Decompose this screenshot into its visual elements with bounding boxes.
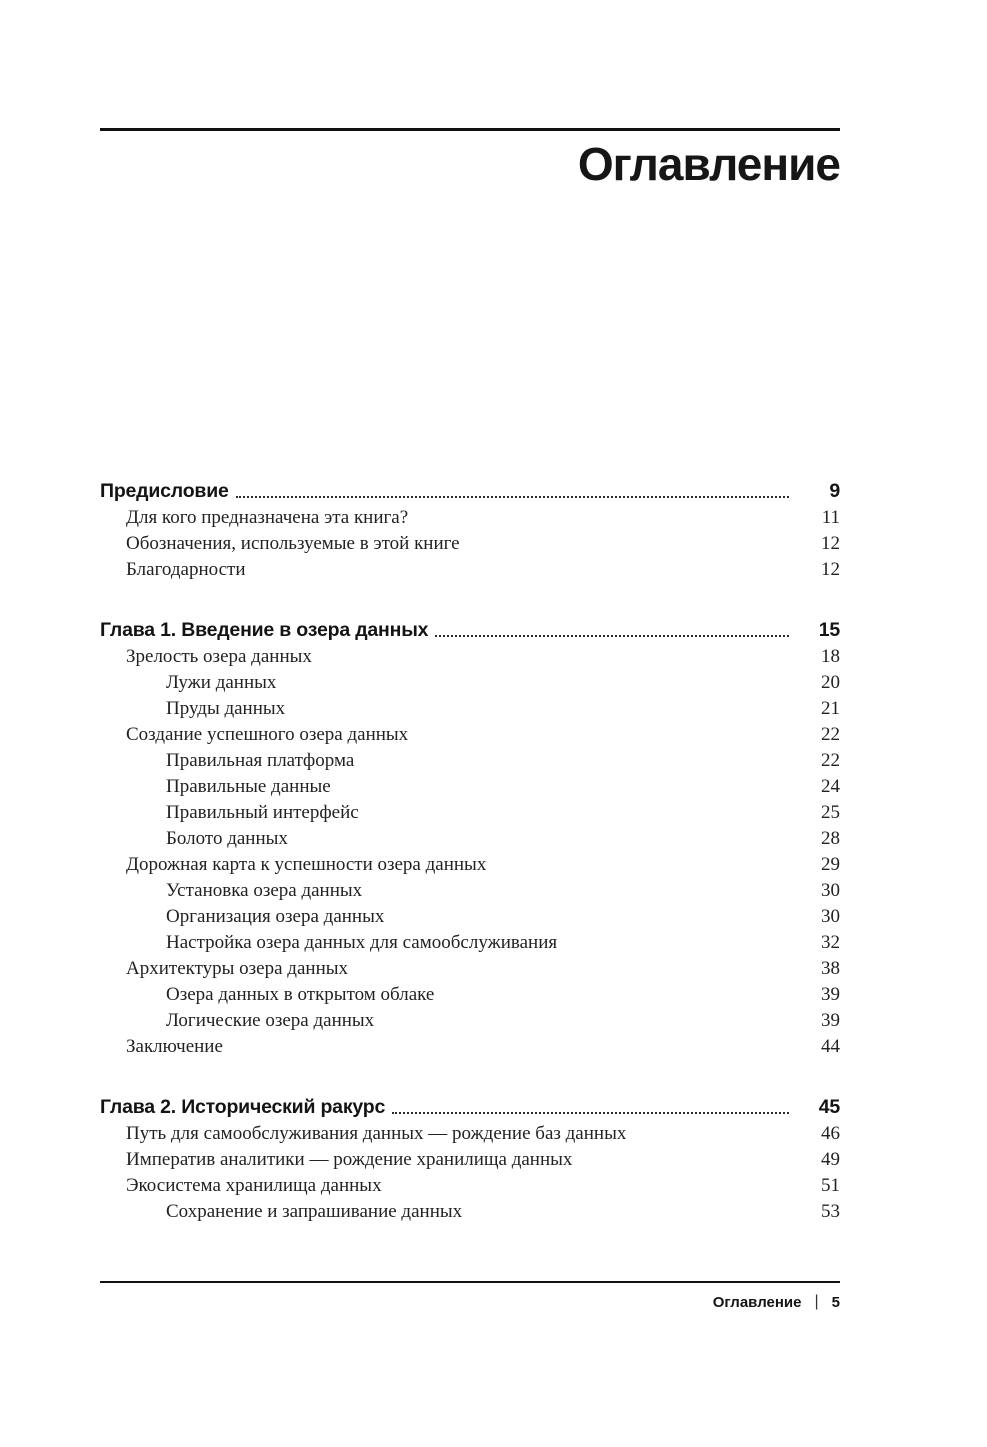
toc-entry-label: Создание успешного озера данных <box>126 724 409 745</box>
footer-rule <box>100 1281 840 1283</box>
toc-entry-label: Благодарности <box>126 559 246 580</box>
toc-page-number: 32 <box>821 932 840 953</box>
toc-page-number: 12 <box>821 559 840 580</box>
toc-page-number: 21 <box>821 698 840 719</box>
toc-entry-label: Настройка озера данных для самообслуживания <box>166 932 558 953</box>
toc-entry-row <box>100 1199 840 1225</box>
toc-dot-leader <box>236 496 789 498</box>
toc-entry-label: Логические озера данных <box>166 1010 375 1031</box>
toc-entry-row <box>100 826 840 852</box>
toc-dot-leader <box>435 635 789 637</box>
toc-page-number: 22 <box>821 750 840 771</box>
toc-entry-label: Болото данных <box>166 828 288 849</box>
toc-page-number: 44 <box>821 1036 840 1057</box>
toc-entry-label: Организация озера данных <box>166 906 385 927</box>
toc-entry-row <box>100 644 840 670</box>
toc-entry-label: Глава 2. Исторический ракурс <box>100 1096 386 1118</box>
toc-page-number: 51 <box>821 1175 840 1196</box>
toc-page-number: 18 <box>821 646 840 667</box>
toc-entry-label: Правильная платформа <box>166 750 355 771</box>
toc-page-number: 12 <box>821 533 840 554</box>
toc-page-number: 30 <box>821 906 840 927</box>
toc-page-number: 45 <box>818 1096 840 1118</box>
toc-chapter-row <box>100 477 840 505</box>
toc-entry-row <box>100 1147 840 1173</box>
toc-page-number: 22 <box>821 724 840 745</box>
toc-entry-row <box>100 696 840 722</box>
toc-page-number: 15 <box>818 619 840 641</box>
toc-page-number: 39 <box>821 1010 840 1031</box>
toc-entry-row <box>100 1008 840 1034</box>
toc-entry-label: Лужи данных <box>166 672 277 693</box>
toc-entry-row <box>100 956 840 982</box>
toc-page-number: 24 <box>821 776 840 797</box>
toc-entry-row <box>100 774 840 800</box>
toc-page-number: 11 <box>821 507 840 528</box>
toc-entry-label: Правильный интерфейс <box>166 802 359 823</box>
toc-entry-row <box>100 852 840 878</box>
toc-page-number: 29 <box>821 854 840 875</box>
toc-entry-label: Сохранение и запрашивание данных <box>166 1201 463 1222</box>
toc-page-number: 30 <box>821 880 840 901</box>
toc-page-number: 9 <box>829 480 840 502</box>
toc-entry-label: Озера данных в открытом облаке <box>166 984 435 1005</box>
toc-dot-leader <box>392 1112 789 1114</box>
toc-entry-label: Пруды данных <box>166 698 286 719</box>
toc-page-number: 39 <box>821 984 840 1005</box>
footer-page-number: 5 <box>831 1293 840 1311</box>
toc-entry-row <box>100 722 840 748</box>
toc-list <box>100 477 840 1225</box>
toc-entry-row <box>100 531 840 557</box>
toc-entry-row <box>100 904 840 930</box>
toc-entry-label: Заключение <box>126 1036 223 1057</box>
footer-separator: | <box>814 1293 819 1310</box>
toc-entry-row <box>100 670 840 696</box>
toc-entry-label: Путь для самообслуживания данных — рождение баз данных <box>126 1123 627 1144</box>
toc-entry-label: Архитектуры озера данных <box>126 958 348 979</box>
footer-section-label: Оглавление <box>712 1293 802 1311</box>
toc-page-number: 25 <box>821 802 840 823</box>
toc-entry-label: Предисловие <box>100 480 229 502</box>
toc-entry-row <box>100 557 840 583</box>
toc-chapter-row <box>100 1093 840 1121</box>
page-footer <box>713 1293 840 1311</box>
toc-page-number: 20 <box>821 672 840 693</box>
toc-entry-row <box>100 748 840 774</box>
toc-entry-row <box>100 930 840 956</box>
toc-entry-row <box>100 1034 840 1060</box>
toc-entry-row <box>100 800 840 826</box>
toc-entry-label: Установка озера данных <box>166 880 363 901</box>
toc-entry-label: Правильные данные <box>166 776 331 797</box>
toc-entry-label: Для кого предназначена эта книга? <box>126 507 409 528</box>
toc-page-number: 46 <box>821 1123 840 1144</box>
page-title: Оглавление <box>577 138 840 190</box>
toc-entry-row <box>100 982 840 1008</box>
toc-chapter-row <box>100 616 840 644</box>
toc-entry-row <box>100 1121 840 1147</box>
top-rule <box>100 128 840 131</box>
toc-page-number: 28 <box>821 828 840 849</box>
toc-entry-row <box>100 1173 840 1199</box>
toc-entry-label: Дорожная карта к успешности озера данных <box>126 854 487 875</box>
toc-page-number: 38 <box>821 958 840 979</box>
toc-entry-label: Экосистема хранилища данных <box>126 1175 382 1196</box>
toc-entry-label: Глава 1. Введение в озера данных <box>100 619 429 641</box>
toc-entry-label: Обозначения, используемые в этой книге <box>126 533 460 554</box>
toc-entry-label: Императив аналитики — рождение хранилища данных <box>126 1149 573 1170</box>
toc-page-number: 53 <box>821 1201 840 1222</box>
toc-page-number: 49 <box>821 1149 840 1170</box>
toc-entry-label: Зрелость озера данных <box>126 646 312 667</box>
toc-entry-row <box>100 505 840 531</box>
toc-entry-row <box>100 878 840 904</box>
